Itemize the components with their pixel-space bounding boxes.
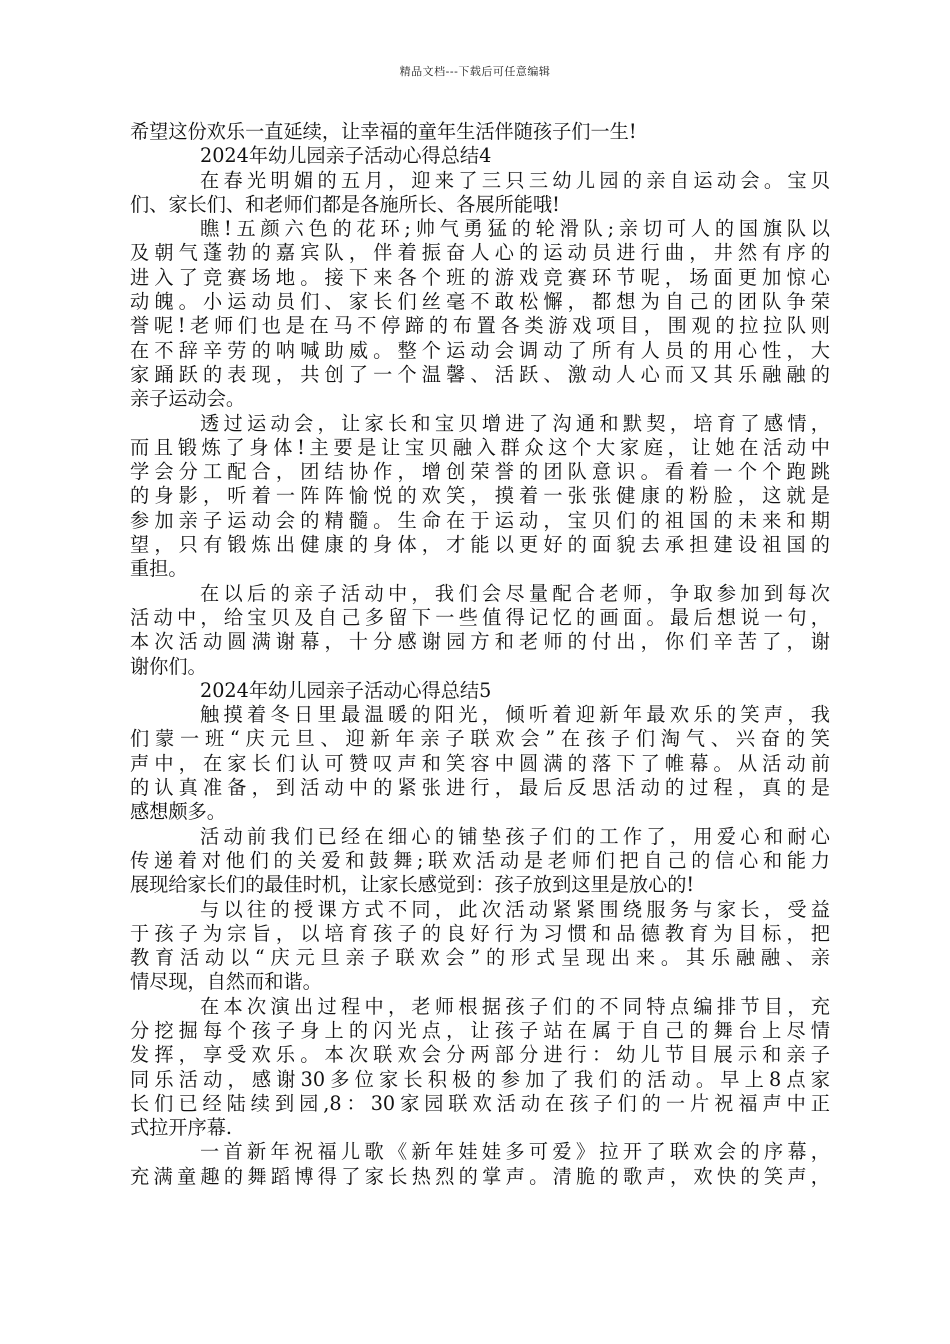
text-line: 发挥，享受欢乐。本次联欢会分两部分进行：幼儿节目展示和亲子 bbox=[130, 1043, 830, 1067]
text-line: 望，只有锻炼出健康的身体，才能以更好的面貌去承担建设祖国的 bbox=[130, 533, 830, 557]
text-line: 瞧!五颜六色的花环;帅气勇猛的轮滑队;亲切可人的国旗队以 bbox=[200, 217, 830, 241]
text-line: 展现给家长们的最佳时机，让家长感觉到：孩子放到这里是放心的! bbox=[130, 873, 695, 897]
text-line: 家踊跃的表现，共创了一个温馨、活跃、激动人心而又其乐融融的 bbox=[130, 362, 830, 386]
text-line: 在以后的亲子活动中，我们会尽量配合老师，争取参加到每次 bbox=[200, 581, 830, 605]
text-line: 情尽现，自然而和谐。 bbox=[130, 970, 322, 994]
text-line: 声中，在家长们认可赞叹声和笑容中圆满的落下了帷幕。从活动前 bbox=[130, 751, 830, 775]
text-line: 而且锻炼了身体!主要是让宝贝融入群众这个大家庭，让她在活动中 bbox=[130, 435, 830, 459]
page-header: 精品文档---下载后可任意编辑 bbox=[399, 65, 551, 78]
text-line: 与以往的授课方式不同，此次活动紧紧围绕服务与家长，受益 bbox=[200, 897, 830, 921]
text-line: 传递着对他们的关爱和鼓舞;联欢活动是老师们把自己的信心和能力 bbox=[130, 848, 830, 872]
text-line: 一首新年祝福儿歌《新年娃娃多可爱》拉开了联欢会的序幕， bbox=[200, 1140, 830, 1164]
text-line: 活动中，给宝贝及自己多留下一些值得记忆的画面。最后想说一句， bbox=[130, 605, 830, 629]
text-line: 透过运动会，让家长和宝贝增进了沟通和默契，培育了感情， bbox=[200, 411, 830, 435]
document-body bbox=[130, 120, 830, 1189]
text-line: 于孩子为宗旨，以培育孩子的良好行为习惯和品德教育为目标，把 bbox=[130, 921, 830, 945]
text-line: 动魄。小运动员们、家长们丝毫不敢松懈，都想为自己的团队争荣 bbox=[130, 290, 830, 314]
text-line: 触摸着冬日里最温暖的阳光，倾听着迎新年最欢乐的笑声，我 bbox=[200, 703, 830, 727]
text-line: 活动前我们已经在细心的铺垫孩子们的工作了，用爱心和耐心 bbox=[200, 824, 830, 848]
text-line: 2024年幼儿园亲子活动心得总结5 bbox=[200, 678, 492, 702]
text-line: 长们已经陆续到园,8：30家园联欢活动在孩子们的一片祝福声中正 bbox=[130, 1091, 830, 1115]
text-line: 感想颇多。 bbox=[130, 800, 226, 824]
text-line: 重担。 bbox=[130, 557, 188, 581]
text-line: 分挖掘每个孩子身上的闪光点，让孩子站在属于自己的舞台上尽情 bbox=[130, 1018, 830, 1042]
text-line: 式拉开序幕. bbox=[130, 1116, 233, 1140]
text-line: 们蒙一班“庆元旦、迎新年亲子联欢会”在孩子们淘气、兴奋的笑 bbox=[130, 727, 830, 751]
text-line: 谢你们。 bbox=[130, 654, 207, 678]
text-line: 及朝气蓬勃的嘉宾队，伴着振奋人心的运动员进行曲，井然有序的 bbox=[130, 241, 830, 265]
text-line: 参加亲子运动会的精髓。生命在于运动，宝贝们的祖国的未来和期 bbox=[130, 508, 830, 532]
text-line: 誉呢!老师们也是在马不停蹄的布置各类游戏项目，围观的拉拉队则 bbox=[130, 314, 830, 338]
text-line: 的认真准备，到活动中的紧张进行，最后反思活动的过程，真的是 bbox=[130, 776, 830, 800]
text-line: 本次活动圆满谢幕，十分感谢园方和老师的付出，你们辛苦了，谢 bbox=[130, 630, 830, 654]
text-line: 在本次演出过程中，老师根据孩子们的不同特点编排节目，充 bbox=[200, 994, 830, 1018]
text-line: 教育活动以“庆元旦亲子联欢会”的形式呈现出来。其乐融融、亲 bbox=[130, 946, 830, 970]
text-line: 在春光明媚的五月，迎来了三只三幼儿园的亲自运动会。宝贝 bbox=[200, 168, 830, 192]
text-line: 亲子运动会。 bbox=[130, 387, 246, 411]
text-line: 们、家长们、和老师们都是各施所长、各展所能哦! bbox=[130, 192, 560, 216]
text-line: 学会分工配合，团结协作，增创荣誉的团队意识。看着一个个跑跳 bbox=[130, 460, 830, 484]
text-line: 的身影，听着一阵阵愉悦的欢笑，摸着一张张健康的粉脸，这就是 bbox=[130, 484, 830, 508]
text-line: 2024年幼儿园亲子活动心得总结4 bbox=[200, 144, 492, 168]
text-line: 在不辞辛劳的呐喊助威。整个运动会调动了所有人员的用心性，大 bbox=[130, 338, 830, 362]
text-line: 充满童趣的舞蹈博得了家长热烈的掌声。清脆的歌声，欢快的笑声， bbox=[130, 1164, 830, 1188]
text-line: 进入了竞赛场地。接下来各个班的游戏竞赛环节呢，场面更加惊心 bbox=[130, 265, 830, 289]
text-line: 希望这份欢乐一直延续，让幸福的童年生活伴随孩子们一生! bbox=[130, 120, 637, 143]
text-line: 同乐活动，感谢30多位家长积极的参加了我们的活动。早上8点家 bbox=[130, 1067, 830, 1091]
